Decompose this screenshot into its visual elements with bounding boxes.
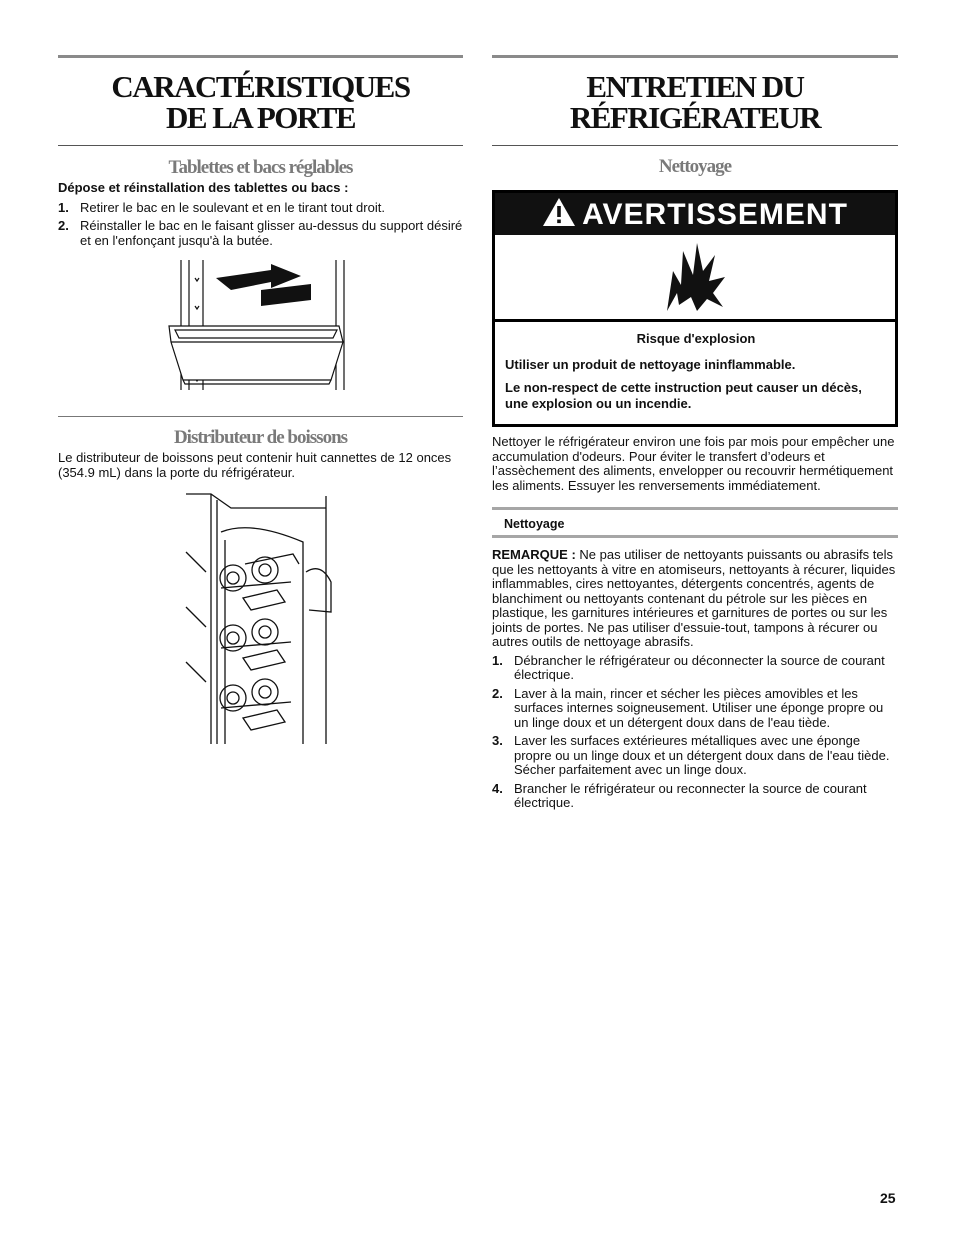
title-divider xyxy=(492,145,898,146)
title-line-2: DE LA PORTE xyxy=(165,100,356,135)
list-item: 4. Brancher le réfrigérateur ou reconnecter la source de courant électrique. xyxy=(492,780,867,810)
beverage-rack-illustration xyxy=(181,492,341,744)
warning-line-2: Le non-respect de cette instruction peut causer un décès, une explosion ou un incendie. xyxy=(505,380,862,411)
top-rule xyxy=(492,55,898,58)
note-label: REMARQUE : xyxy=(492,547,576,562)
warning-icon-area xyxy=(495,235,895,322)
warning-header xyxy=(495,193,895,235)
warning-triangle-icon xyxy=(542,197,576,227)
title-divider xyxy=(58,145,463,146)
title-line-2: RÉFRIGÉRATEUR xyxy=(569,100,821,135)
top-rule xyxy=(58,55,463,58)
beverage-text: Le distributeur de boissons peut contenir huit cannettes de 12 onces (354.9 mL) dans la porte du réfrigérateur. xyxy=(58,450,452,480)
warning-label: AVERTISSEMENT xyxy=(582,198,848,231)
warning-box xyxy=(492,190,898,427)
shelves-steps xyxy=(58,201,463,249)
door-bin-illustration xyxy=(161,260,361,394)
list-item: 2. Laver à la main, rincer et sécher les pièces amovibles et les surfaces internes soigneusement. Utiliser une éponge propre ou un linge doux et un détergent doux dans de l'eau tiède. xyxy=(492,685,884,730)
page-number: 25 xyxy=(880,1190,896,1206)
explosion-icon xyxy=(663,241,727,311)
shelves-heading: Tablettes et bacs réglables xyxy=(168,157,353,178)
title-line-1: CARACTÉRISTIQUES xyxy=(111,69,410,104)
list-item: 2. Réinstaller le bac en le faisant glisser au-dessus du support désiré et en l'enfonçant jusqu'à la butée. xyxy=(58,218,463,248)
list-item: 1. Retirer le bac en le soulevant et en le tirant tout droit. xyxy=(58,199,385,215)
list-item: 3. Laver les surfaces extérieures métalliques avec une éponge propre ou un linge doux et un détergent doux dans de l'eau tiède. Sécher parfaitement avec un linge doux. xyxy=(492,733,890,777)
note-text: Ne pas utiliser de nettoyants puissants ou abrasifs tels que les nettoyants à vitre en atomiseurs, nettoyants à récurer, liquides inflammables, cires nettoyantes, détergents concentrés, agents de blanchiment ou nettoyants contenant du pétrole sur les pièces en plastique, les garnitures intérieures et garnitures de portes ou sur les joints de portes. Ne pas utiliser d'essuie-tout, tampons à récurer ou autres outils de nettoyage abrasifs. xyxy=(492,547,896,649)
warning-risk: Risque d'explosion xyxy=(636,331,756,346)
note-paragraph xyxy=(492,548,898,650)
cleaning-intro: Nettoyer le réfrigérateur environ une fois par mois pour empêcher une accumulation d'odeurs. Pour éviter le transfert d’odeurs et l’assèchement des aliments, envelopper ou recouvrir hermétiquement les aliments. Essuyer les renversements immédiatement. xyxy=(492,434,895,493)
cleaning-heading: Nettoyage xyxy=(658,156,732,177)
maintenance-title xyxy=(492,71,898,145)
right-column xyxy=(492,55,898,815)
beverage-heading: Distributeur de boissons xyxy=(173,427,348,448)
title-line-1: ENTRETIEN DU xyxy=(586,69,804,104)
door-features-title xyxy=(58,71,463,145)
warning-body xyxy=(495,322,895,424)
list-item: 1. Débrancher le réfrigérateur ou déconnecter la source de courant électrique. xyxy=(492,652,885,682)
section-divider xyxy=(58,416,463,417)
cleaning-subheading: Nettoyage xyxy=(492,507,898,538)
warning-line-1: Utiliser un produit de nettoyage ininflammable. xyxy=(505,357,796,372)
cleaning-steps xyxy=(492,654,898,811)
left-column xyxy=(58,55,463,744)
shelves-intro: Dépose et réinstallation des tablettes ou bacs : xyxy=(58,180,349,195)
